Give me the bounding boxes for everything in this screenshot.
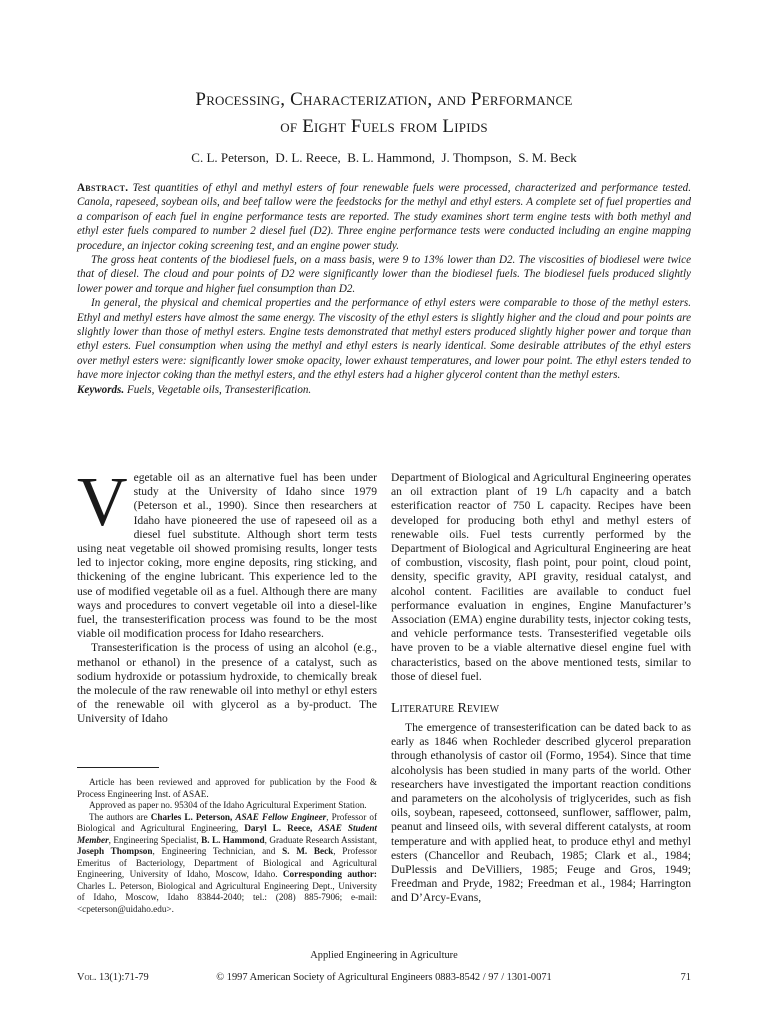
author-name-1: Charles L. Peterson, — [150, 811, 233, 822]
author-name-5: S. M. Beck — [282, 846, 334, 856]
abstract — [77, 181, 691, 397]
abstract-text-1: Test quantities of ethyl and methyl esters of four renewable fuels were processed, characterized and performance tested. Canola, rapeseed, soybean oils, and beef tallow were the feedstocks for the methyl and ethyl esters. A complete set of fuel properties and a comparison of each fuel in engine performance tests are reported. The study examines short term engine tests with both methyl and ethyl ester fuels compared to number 2 diesel fuel (D2). Three engine performance tests were conducted including an engine mapping procedure, an injector coking screening test, and an engine power study. — [77, 182, 691, 252]
abstract-label: Abstract. — [77, 182, 129, 194]
volume-info: Vol. 13(1):71-79 — [77, 972, 149, 983]
author-affiliation-2: , Engineering Specialist, — [108, 834, 202, 845]
author-affiliation-1: , Professor of Biological and Agricultural Engineering, — [77, 811, 378, 833]
keywords-label: Keywords. — [77, 383, 125, 396]
footnote-review: Article has been reviewed and approved for publication by the Food & Process Engineering Inst. of ASAE. — [77, 777, 377, 799]
intro-paragraph-1 — [77, 464, 377, 641]
footnotes — [77, 777, 377, 915]
abstract-paragraph-1 — [77, 181, 691, 253]
intro-paragraph-2: Transesterification is the process of using an alcohol (e.g., methanol or ethanol) in the presence of a catalyst, such as sodium hydroxide or potassium hydroxide, to chemically break the molecule of the raw renewable oil into methyl or ethyl esters of the renewable oil with glycerol as a by-product. The University of Idaho — [77, 641, 377, 726]
footnote-authors — [77, 812, 377, 916]
abstract-paragraph-3: In general, the physical and chemical properties and the performance of ethyl esters were comparable to those of the methyl esters. Ethyl and methyl esters have almost the same energy. The viscosity of the ethyl esters is slightly higher and the cloud and pour points are slightly lower than those of methyl esters. Engine tests demonstrated that methyl esters produced slightly higher power and torque than ethyl esters. Fuel consumption when using the methyl and ethyl esters is nearly identical. Some desirable attributes of the ethyl esters over methyl esters were: significantly lower smoke opacity, lower exhaust temperatures, and lower pour point. The ethyl esters tended to have more injector coking than the methyl esters, and the ethyl esters had a higher glycerol content than the methyl esters. — [77, 297, 691, 382]
author-affiliation-5: , Professor Emeritus of Bacteriology, Department of Biological and Agricultural Engineering, University of Idaho, Moscow, Idaho. — [77, 846, 377, 879]
footnote-approval: Approved as paper no. 95304 of the Idaho Agricultural Experiment Station. — [89, 800, 367, 810]
keywords — [77, 383, 691, 397]
footnote-authors-prefix: The authors are — [89, 811, 151, 822]
author-name-4: Joseph Thompson — [77, 846, 153, 856]
author-affiliation-4: , Engineering Technician, and — [152, 846, 283, 856]
footnote-divider — [77, 767, 159, 768]
title-line-2: of Eight Fuels from Lipids — [280, 116, 488, 137]
author-affiliation-3: , Graduate Research Assistant, — [264, 834, 378, 845]
author-role-1: ASAE Fellow Engineer — [235, 811, 327, 822]
corresponding-author-label: Corresponding author: — [282, 869, 377, 879]
section-heading-literature-review: Literature Review — [391, 701, 500, 717]
left-column — [77, 464, 377, 727]
literature-paragraph-1: The emergence of transesterification can be dated back to as early as 1846 when Rochleder described glycerol preparation through ethanolysis of castor oil (Formo, 1954). Since that time alcoholysis has been studied in many parts of the world. Other researchers have investigated the important reaction conditions and parameters on the alcoholysis of triglycerides, such as fish oils, soybean, rapeseed, cottonseed, sunflower, safflower, palm, peanut and linseed oils, with several different catalysts, at room temperature and with applied heat, to produce ethyl and methyl esters (Chancellor and Reubach, 1985; Clark et al., 1984; DuPlessis and DeVilliers, 1985; Feuge and Gros, 1949; Freedman and Pryde, 1982; Freedman et al., 1984; Harrington and D’Arcy-Evans, — [391, 721, 691, 905]
author-list: C. L. Peterson, D. L. Reece, B. L. Hammond, J. Thompson, S. M. Beck — [191, 150, 577, 165]
author-name-3: B. L. Hammond — [201, 834, 265, 845]
author-role-2: ASAE Student Member — [77, 823, 377, 845]
intro-text-1: egetable oil as an alternative fuel has been under study at the University of Idaho since 1979 (Peterson et al., 1990). Since then researchers at Idaho have pioneered the use of rapeseed oil as a diesel fuel substitute. Although short term tests using neat vegetable oil showed promising results, longer tests led to injector coking, more engine deposits, ring sticking, and thickening of the engine lubricant. This experience led to the use of modified vegetable oil as a fuel. Although there are many ways and procedures to convert vegetable oil into a diesel-like fuel, the transesterification process was found to be the most viable oil modification process for Idaho researchers. — [77, 471, 377, 641]
intro-paragraph-3: Department of Biological and Agricultural Engineering operates an oil extraction plant of 19 L/h capacity and a batch esterification reactor of 750 L capacity. Recipes have been developed for producing both ethyl and methyl esters of renewable oils. Fuel tests currently performed by the Department of Biological and Agricultural Engineering are heat of combustion, viscosity, flash point, pour point, cloud point, density, specific gravity, API gravity, residual catalyst, and alcohol content. Facilities are available to conduct fuel performance evaluation in engines, Engine Manufacturer’s Association (EMA) engine durability tests, injector coking tests, and vehicle performance tests. Transesterified vegetable oils have proven to be a viable alternative diesel engine fuel with characteristics, based on the above mentioned tests, similar to those of diesel fuel. — [391, 471, 691, 683]
abstract-paragraph-2: The gross heat contents of the biodiesel fuels, on a mass basis, were 9 to 13% lower than D2. The viscosities of biodiesel were twice that of diesel. The cloud and pour points of D2 were significantly lower than the biodiesel fuels. The biodiesel fuels produced slightly lower power and torque and higher fuel consumption than D2. — [77, 254, 691, 295]
journal-running-head: Applied Engineering in Agriculture — [310, 950, 458, 961]
corresponding-author-details: Charles L. Peterson, Biological and Agricultural Engineering Dept., University of Idaho, Moscow, Idaho 83844-2040; tel.: (208) 885-7906; e-mail: <cpeterson@uidaho.edu>. — [77, 880, 377, 914]
paper-title — [80, 86, 688, 140]
copyright-line: © 1997 American Society of Agricultural Engineers 0883-8542 / 97 / 1301-0071 — [216, 972, 552, 983]
author-name-2: Daryl L. Reece, — [244, 823, 313, 833]
drop-cap: V — [77, 464, 128, 541]
title-line-1: Processing, Characterization, and Performance — [195, 89, 573, 110]
page-number: 71 — [680, 972, 691, 983]
right-column — [391, 471, 691, 906]
keywords-text: Fuels, Vegetable oils, Transesterification. — [126, 383, 312, 396]
